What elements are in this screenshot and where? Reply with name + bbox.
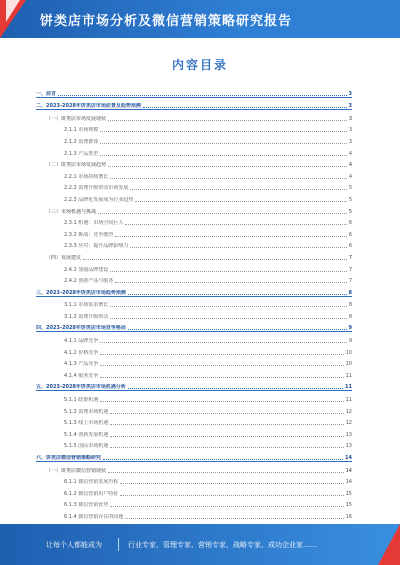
toc-leader-dots [110, 306, 347, 307]
toc-leader-dots [100, 131, 347, 132]
toc-entry[interactable] [36, 308, 352, 320]
toc-entry[interactable] [36, 438, 352, 450]
toc-entry-label: 6.1.1 微信营销发展历程 [64, 479, 119, 486]
toc-entry[interactable] [36, 273, 352, 285]
toc-entry-page: 12 [345, 408, 352, 415]
toc-entry[interactable] [36, 157, 352, 169]
toc-entry-page: 3 [348, 115, 352, 122]
toc-entry[interactable] [36, 133, 352, 145]
toc-entry-page: 5 [348, 196, 352, 203]
toc-entry[interactable] [36, 426, 352, 438]
toc-entry-label: 2.4.2 创新产品与服务 [64, 278, 114, 285]
toc-entry-label: 二、2023-2028年饼类店市场前景及趋势预测 [36, 103, 141, 110]
toc-entry-label: 4.1.3 产品竞争 [64, 361, 99, 368]
toc-entry[interactable] [36, 249, 352, 261]
toc-entry-label: 2.3.2 挑战：竞争激烈 [64, 231, 114, 238]
toc-leader-dots [100, 365, 343, 366]
table-of-contents [36, 85, 352, 555]
toc-entry-label: 2.1.3 产品类型 [64, 150, 99, 157]
toc-entry-page: 8 [348, 313, 352, 320]
toc-entry-page: 8 [348, 302, 352, 309]
toc-entry-page: 9 [348, 338, 352, 345]
toc-entry-label: 3.1.2 消费升级带动 [64, 313, 109, 320]
toc-entry-label: 三、2023-2028年饼类店市场趋势预测 [36, 289, 126, 296]
toc-leader-dots [120, 495, 343, 496]
toc-entry-page: 16 [345, 513, 352, 520]
toc-entry-page: 11 [345, 372, 352, 379]
toc-entry[interactable] [36, 297, 352, 309]
toc-entry-label: 6.1.3 微信营销优势 [64, 502, 109, 509]
toc-entry-page: 3 [348, 138, 352, 145]
toc-entry-page: 6 [348, 231, 352, 238]
toc-entry[interactable] [36, 168, 352, 180]
toc-entry[interactable] [36, 344, 352, 356]
toc-leader-dots [98, 213, 347, 214]
toc-leader-dots [110, 436, 343, 437]
toc-entry-label: 4.1.2 价格竞争 [64, 349, 99, 356]
toc-entry-label: （一）饼类店微信营销现状 [46, 467, 107, 474]
toc-entry-page: 15 [345, 502, 352, 509]
toc-leader-dots [83, 259, 347, 260]
toc-leader-dots [115, 236, 347, 237]
toc-leader-dots [143, 107, 347, 108]
toc-entry[interactable] [36, 85, 352, 98]
toc-entry-page: 7 [348, 266, 352, 273]
toc-leader-dots [108, 166, 347, 167]
toc-leader-dots [128, 294, 347, 295]
toc-entry-label: 一、前言 [36, 90, 57, 97]
report-title: 饼类店市场分析及微信营销策略研究报告 [40, 14, 293, 29]
toc-entry-label: 5.1.1 政策机遇 [64, 397, 99, 404]
toc-entry-page: 3 [348, 90, 352, 97]
toc-leader-dots [108, 472, 344, 473]
toc-entry-page: 14 [345, 455, 352, 461]
toc-entry[interactable] [36, 261, 352, 273]
toc-entry-label: 2.2.3 品牌化发展成为行业趋势 [64, 196, 134, 203]
toc-entry-page: 7 [348, 278, 352, 285]
toc-entry-page: 5 [348, 185, 352, 192]
toc-entry-page: 10 [345, 349, 352, 356]
toc-leader-dots [110, 178, 347, 179]
toc-entry[interactable] [36, 474, 352, 486]
toc-entry[interactable] [36, 145, 352, 157]
toc-leader-dots [100, 377, 343, 378]
toc-entry-label: （四）发展建议 [46, 254, 82, 261]
toc-leader-dots [125, 224, 346, 225]
toc-entry-label: 2.3.3 应对：提升品牌影响力 [64, 243, 129, 250]
toc-entry-page: 14 [345, 467, 352, 474]
toc-entry-page: 13 [345, 431, 352, 438]
toc-leader-dots [110, 424, 343, 425]
toc-leader-dots [100, 354, 343, 355]
toc-entry-page: 15 [345, 490, 352, 497]
toc-leader-dots [100, 401, 343, 402]
toc-entry[interactable] [36, 203, 352, 215]
toc-entry[interactable] [36, 180, 352, 192]
header-band [0, 0, 400, 38]
toc-entry-label: 5.1.5 国际市场机遇 [64, 443, 109, 450]
toc-entry-label: 5.1.4 创新发展机遇 [64, 431, 109, 438]
footer-accent-shape [378, 524, 400, 565]
toc-leader-dots [130, 247, 346, 248]
toc-leader-dots [115, 282, 347, 283]
footer-band [0, 524, 400, 565]
toc-entry[interactable] [36, 356, 352, 368]
toc-entry-page: 4 [348, 162, 352, 169]
toc-entry-label: 2.1.1 市场规模 [64, 127, 99, 134]
toc-entry-page: 6 [348, 243, 352, 250]
toc-leader-dots [100, 155, 347, 156]
toc-leader-dots [120, 483, 343, 484]
toc-entry-page: 6 [348, 220, 352, 227]
toc-leader-dots [103, 459, 343, 460]
toc-entry[interactable] [36, 332, 352, 344]
toc-entry-page: 14 [345, 479, 352, 486]
toc-entry[interactable] [36, 215, 352, 227]
toc-entry-page: 11 [345, 397, 352, 404]
toc-entry-label: （三）市场机遇与挑战 [46, 208, 97, 215]
toc-leader-dots [100, 342, 347, 343]
toc-entry[interactable] [36, 320, 352, 333]
toc-entry-label: 6.1.2 微信营销用户特征 [64, 490, 119, 497]
toc-entry-label: 6.1.4 微信营销存在的问题 [64, 513, 124, 520]
toc-entry-page: 9 [348, 325, 352, 332]
toc-entry-label: 2.4.1 加强品牌建设 [64, 266, 109, 273]
toc-entry-page: 11 [345, 384, 352, 391]
toc-entry[interactable] [36, 391, 352, 403]
toc-leader-dots [110, 271, 347, 272]
toc-entry-label: 2.2.2 消费升级带动市场发展 [64, 185, 129, 192]
toc-entry-label: （二）饼类店市场发展趋势 [46, 162, 107, 169]
toc-leader-dots [128, 388, 343, 389]
toc-entry-page: 4 [348, 173, 352, 180]
toc-leader-dots [128, 329, 347, 330]
footer-slogan-right: 行业专家、管理专家、营销专家、战略专家、成功企业家…… [128, 541, 317, 549]
toc-entry[interactable] [36, 415, 352, 427]
toc-entry-label: 2.1.2 消费群体 [64, 138, 99, 145]
toc-leader-dots [110, 318, 347, 319]
toc-leader-dots [110, 413, 343, 414]
toc-entry[interactable] [36, 508, 352, 520]
toc-entry-label: 2.3.1 机遇：市场空间巨大 [64, 220, 124, 227]
toc-entry[interactable] [36, 191, 352, 203]
toc-entry[interactable] [36, 226, 352, 238]
toc-entry-label: 4.1.1 品牌竞争 [64, 338, 99, 345]
toc-entry[interactable] [36, 485, 352, 497]
toc-entry-page: 8 [348, 289, 352, 296]
toc-entry[interactable] [36, 367, 352, 379]
toc-entry-page: 10 [345, 361, 352, 368]
toc-entry-page: 3 [348, 127, 352, 134]
toc-entry[interactable] [36, 110, 352, 122]
toc-entry-page: 7 [348, 254, 352, 261]
toc-leader-dots [108, 120, 347, 121]
toc-entry-label: 5.1.2 消费市场机遇 [64, 408, 109, 415]
toc-entry[interactable] [36, 122, 352, 134]
toc-entry-label: 六、饼类店微信营销策略研究 [36, 455, 102, 461]
toc-leader-dots [110, 506, 343, 507]
toc-entry-label: 3.1.1 市场需求增长 [64, 302, 109, 309]
toc-entry-label: 5.1.3 线上市场机遇 [64, 420, 109, 427]
toc-entry-page: 3 [348, 103, 352, 110]
toc-leader-dots [130, 189, 346, 190]
toc-entry-label: （一）饼类店市场发展现状 [46, 115, 107, 122]
toc-entry[interactable] [36, 403, 352, 415]
toc-entry[interactable] [36, 449, 352, 462]
toc-entry-page: 12 [345, 420, 352, 427]
toc-entry-label: 五、2023-2028年饼类店市场机遇分析 [36, 384, 126, 391]
toc-leader-dots [125, 518, 343, 519]
toc-leader-dots [58, 95, 347, 96]
toc-entry[interactable] [36, 462, 352, 474]
toc-entry-page: 13 [345, 443, 352, 450]
toc-entry-page: 5 [348, 208, 352, 215]
toc-entry-label: 2.2.1 市场持续增长 [64, 173, 109, 180]
toc-entry[interactable] [36, 284, 352, 297]
toc-leader-dots [135, 201, 346, 202]
toc-leader-dots [110, 447, 343, 448]
footer-slogan-left: 让每个人都能成为 [46, 541, 102, 549]
toc-title: 内容目录 [171, 58, 228, 72]
toc-entry[interactable] [36, 238, 352, 250]
toc-entry-label: 4.1.4 服务竞争 [64, 372, 99, 379]
toc-entry[interactable] [36, 98, 352, 111]
toc-entry-label: 四、2023-2028年饼类店市场竞争格局 [36, 325, 126, 332]
toc-leader-dots [100, 143, 347, 144]
toc-entry[interactable] [36, 497, 352, 509]
toc-entry[interactable] [36, 379, 352, 392]
header-accent-highlight [6, 0, 20, 22]
footer-separator [118, 538, 119, 551]
toc-entry-page: 4 [348, 150, 352, 157]
